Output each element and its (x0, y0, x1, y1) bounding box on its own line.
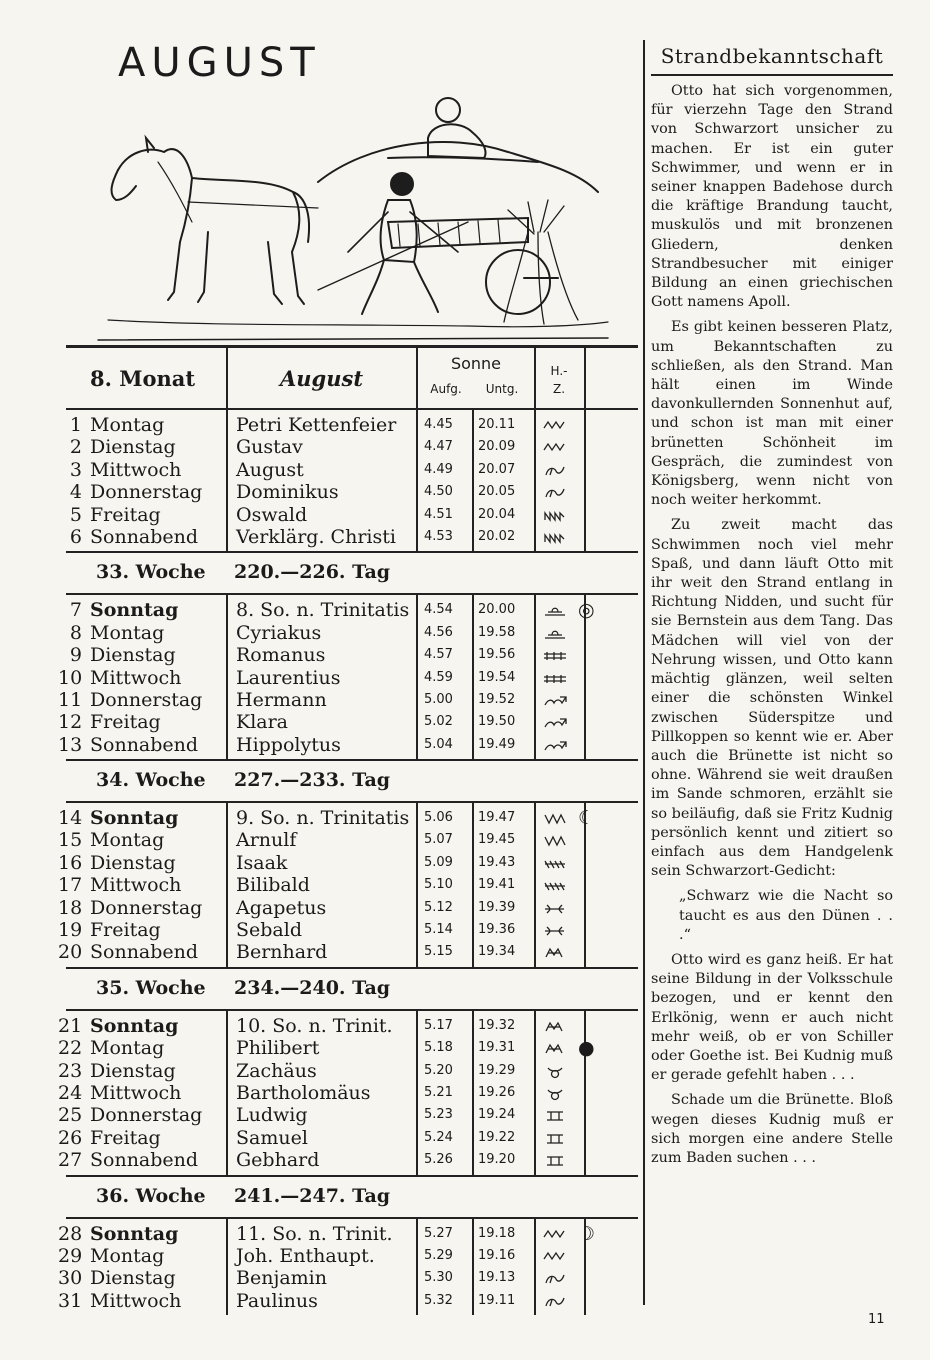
sun-label: Sonne (450, 354, 502, 373)
weekday: Montag (90, 829, 165, 852)
harvest-illustration (88, 82, 618, 344)
sunrise: 5.21 (424, 1084, 453, 1100)
saint-name: Oswald (236, 503, 308, 526)
saint-name: Bernhard (236, 941, 328, 964)
day-number: 19 (58, 919, 83, 942)
day-number: 7 (69, 599, 82, 622)
saint-name: Hippolytus (236, 733, 341, 756)
sunset: 19.54 (478, 669, 516, 685)
weekday: Sonnabend (90, 1149, 199, 1172)
week-separator (66, 551, 638, 595)
sunrise: 5.10 (424, 877, 453, 893)
day-number: 15 (58, 829, 83, 852)
week-rows (58, 1011, 638, 1175)
day-range: 241.—247. Tag (234, 1184, 391, 1207)
weekday: Donnerstag (90, 1104, 203, 1127)
day-row (58, 919, 638, 942)
weekday: Donnerstag (90, 896, 203, 919)
sunset: 19.52 (478, 691, 516, 707)
page-number: 11 (868, 1312, 885, 1327)
day-number: 1 (69, 414, 82, 436)
day-number: 17 (58, 874, 83, 897)
sagittarius-icon (542, 715, 568, 730)
sunrise: 5.15 (424, 944, 453, 960)
weekday: Donnerstag (90, 481, 203, 504)
week-rows (58, 803, 638, 967)
month-number: 8. Monat (90, 366, 196, 391)
leo-icon (542, 485, 568, 500)
sunrise: 5.27 (424, 1225, 453, 1241)
sunrise: 5.09 (424, 854, 453, 870)
capricorn-icon (542, 811, 568, 826)
day-number: 12 (58, 711, 83, 734)
sunrise: 5.24 (424, 1129, 453, 1145)
calendar-table (58, 345, 638, 1315)
sunset: 19.49 (478, 736, 516, 752)
scorpio-icon (542, 648, 568, 663)
story-rule (651, 74, 893, 76)
day-number: 25 (58, 1104, 83, 1127)
virgo-icon (542, 530, 568, 545)
saint-name: Verklärg. Christi (236, 525, 396, 548)
day-row (58, 1267, 638, 1290)
sagittarius-icon (542, 738, 568, 753)
sunset: 19.11 (478, 1292, 516, 1308)
capricorn-icon (542, 833, 568, 848)
aries-icon (542, 945, 568, 960)
day-row (58, 896, 638, 919)
story-title: Strandbekanntschaft (660, 44, 884, 68)
weekday: Dienstag (90, 1267, 176, 1290)
weekday: Mittwoch (90, 1289, 182, 1312)
gemini-icon (542, 1153, 568, 1168)
weekday: Montag (90, 1037, 165, 1060)
taurus-icon (542, 1086, 568, 1101)
saint-name: Gebhard (236, 1149, 320, 1172)
sunset: 19.43 (478, 854, 516, 870)
week-number: 33. Woche (96, 561, 206, 584)
week-rows (66, 410, 638, 551)
sunset: 20.09 (478, 439, 516, 455)
saint-name: Zachäus (236, 1059, 317, 1082)
saint-name: Laurentius (236, 666, 341, 689)
saint-name: 10. So. n. Trinit. (236, 1014, 393, 1037)
day-number: 20 (58, 941, 83, 964)
cancer-icon (542, 418, 568, 433)
weekday: Sonnabend (90, 733, 199, 756)
cancer-icon (542, 440, 568, 455)
weekday: Freitag (90, 919, 161, 942)
sunrise: 5.02 (424, 714, 453, 730)
story-paragraph: Es gibt keinen besseren Platz, um Bekanntschaften zu schließen, als den Strand. Man hält einen im Winde davonkullernden Sonnenhut auf, und schon ist man mit einer brünetten Schönheit im Gespräch, die zumindest von Königsberg, wenn nicht von noch weiter herkommt. (651, 319, 893, 509)
scorpio-icon (542, 671, 568, 686)
header-rule (226, 348, 228, 408)
sunrise: 4.45 (424, 417, 453, 432)
moon-phase-full-icon: ◎ (578, 599, 595, 622)
sunset: 19.26 (478, 1084, 516, 1100)
leo-icon (542, 1271, 568, 1286)
sunset: 19.39 (478, 899, 516, 915)
aquarius-icon (542, 878, 568, 893)
day-number: 4 (69, 481, 82, 504)
story-column (651, 44, 893, 1174)
story-paragraph: Otto hat sich vorgenommen, für vierzehn Tage den Strand von Schwarzort unsicher zu machen. Er ist ein guter Schwimmer, und wenn er in seiner knappen Badehose durch die kräftige Brandung taucht, muskulös und mit bronzenen Gliedern, denken Strandbesucher mit einiger Bildung an einen griechischen Gott namens Apoll. (651, 83, 893, 311)
day-row (66, 414, 638, 436)
sunrise: 5.12 (424, 899, 453, 915)
weekday: Montag (90, 414, 165, 436)
saint-name: 8. So. n. Trinitatis (236, 599, 410, 622)
saint-name: Dominikus (236, 481, 339, 504)
taurus-icon (542, 1064, 568, 1079)
day-row (66, 481, 638, 503)
sunset: 19.50 (478, 714, 516, 730)
day-number: 10 (58, 666, 83, 689)
saint-name: 11. So. n. Trinit. (236, 1222, 393, 1245)
day-row (58, 711, 638, 734)
moon-phase-new-icon: ● (578, 1037, 595, 1060)
day-number: 16 (58, 851, 83, 874)
sunset: 19.29 (478, 1062, 516, 1078)
day-row (58, 941, 638, 964)
pisces-icon (542, 901, 568, 916)
story-paragraph: Otto wird es ganz heiß. Er hat seine Bildung in der Volksschule bezogen, und er kennt den Erlkönig, wenn er auch nicht mehr weiß, ob er von Schiller oder Goethe ist. Bei Kudnig muß er gerade gefehlt haben . . . (651, 951, 893, 1084)
sunset: 19.18 (478, 1225, 516, 1241)
sunrise: 5.14 (424, 922, 453, 938)
saint-name: Sebald (236, 919, 302, 942)
cancer-icon (542, 1249, 568, 1264)
sunset: 19.58 (478, 624, 516, 640)
month-name: August (280, 366, 364, 391)
day-number: 23 (58, 1059, 83, 1082)
day-number: 24 (58, 1081, 83, 1104)
sunrise: 5.32 (424, 1292, 453, 1308)
saint-name: Isaak (236, 851, 288, 874)
day-number: 5 (69, 503, 82, 526)
day-number: 11 (58, 688, 83, 711)
story-body (651, 82, 893, 1168)
sunset: 19.56 (478, 647, 516, 663)
sunrise: 4.53 (424, 528, 453, 544)
day-row (58, 1037, 638, 1060)
sunset: 19.13 (478, 1270, 516, 1286)
sun-sublabels (418, 382, 534, 396)
day-row (58, 1104, 638, 1127)
moon-phase-last-icon: ☾ (578, 807, 596, 830)
sunrise: 5.17 (424, 1017, 453, 1033)
rise-label: Aufg. (430, 382, 462, 396)
sunset: 20.05 (478, 484, 516, 500)
week-separator (66, 967, 638, 1011)
weekday: Freitag (90, 1126, 161, 1149)
week-rows (58, 595, 638, 759)
aries-icon (542, 1041, 568, 1056)
header-rule (584, 348, 586, 408)
day-number: 29 (58, 1244, 83, 1267)
day-row (58, 1222, 638, 1245)
saint-name: Hermann (236, 688, 327, 711)
sunset: 19.32 (478, 1017, 516, 1033)
day-number: 22 (58, 1037, 83, 1060)
sunset: 20.11 (478, 417, 516, 432)
harvest-drawing (88, 82, 618, 344)
day-row (66, 459, 638, 481)
saint-name: Cyriakus (236, 621, 322, 644)
day-row (58, 688, 638, 711)
sunset: 20.00 (478, 602, 516, 618)
zodiac-label: H.- Z. (550, 364, 568, 396)
pisces-icon (542, 923, 568, 938)
weekday: Donnerstag (90, 688, 203, 711)
day-number: 28 (58, 1222, 83, 1245)
weekday: Sonntag (90, 1222, 179, 1245)
day-row (58, 733, 638, 756)
cancer-icon (542, 1227, 568, 1242)
day-row (58, 1014, 638, 1037)
week-number: 35. Woche (96, 976, 206, 999)
sunset: 19.24 (478, 1107, 516, 1123)
story-paragraph: „Schwarz wie die Nacht so taucht es aus den Dünen . . .“ (679, 888, 893, 943)
sunset: 20.07 (478, 461, 516, 477)
sunset: 19.16 (478, 1247, 516, 1263)
weekday: Freitag (90, 711, 161, 734)
sunset: 19.20 (478, 1152, 516, 1168)
weekday: Sonnabend (90, 941, 199, 964)
sunrise: 5.00 (424, 691, 453, 707)
day-row (58, 1244, 638, 1267)
sunset: 20.04 (478, 506, 516, 522)
saint-name: 9. So. n. Trinitatis (236, 807, 410, 830)
day-number: 6 (69, 525, 82, 548)
sunset: 19.31 (478, 1040, 516, 1056)
day-range: 234.—240. Tag (234, 976, 391, 999)
leo-icon (542, 1294, 568, 1309)
sunset: 19.36 (478, 922, 516, 938)
day-row (66, 644, 638, 666)
week-separator (66, 759, 638, 803)
day-row (58, 1289, 638, 1312)
aries-icon (542, 1019, 568, 1034)
page-title: AUGUST (118, 40, 321, 86)
day-number: 30 (58, 1267, 83, 1290)
saint-name: Benjamin (236, 1267, 327, 1290)
sunrise: 4.59 (424, 669, 453, 685)
sunrise: 4.54 (424, 602, 453, 618)
sunrise: 5.23 (424, 1107, 453, 1123)
calendar-header (66, 345, 638, 410)
story-paragraph: Zu zweit macht das Schwimmen noch viel mehr Spaß, und dann läuft Otto mit ihr weit den Strand entlang in Richtung Nidden, und sucht für sie Bernstein aus dem Tang. Das Mädchen will viel von der Nehrung wissen, und Otto kann mächtig glänzen, weil selten einer die schönsten Winkel zwischen Süderspitze und Pillkoppen so kennt wie er. Aber auch die Brünette ist nicht so ohne. Während sie weit draußen im Sande schmoren, erzählt sie so beiläufig, daß sie Fritz Kudnig persönlich kennt und zitiert so einfach aus dem Handgelenk sein Schwarzort-Gedicht: (651, 517, 893, 880)
weekday: Sonnabend (90, 525, 199, 548)
sunset: 19.41 (478, 877, 516, 893)
sunrise: 4.56 (424, 624, 453, 640)
saint-name: Bartholomäus (236, 1081, 371, 1104)
sunset: 19.22 (478, 1129, 516, 1145)
day-range: 227.—233. Tag (234, 769, 391, 792)
aquarius-icon (542, 856, 568, 871)
moon-phase-first-icon: ☽ (578, 1222, 596, 1245)
day-row (66, 622, 638, 644)
virgo-icon (542, 508, 568, 523)
sunrise: 5.30 (424, 1270, 453, 1286)
sunrise: 4.47 (424, 439, 453, 455)
sunrise: 5.04 (424, 736, 453, 752)
week-number: 34. Woche (96, 769, 206, 792)
sunrise: 5.06 (424, 810, 453, 826)
sunrise: 5.20 (424, 1062, 453, 1078)
day-row (58, 851, 638, 874)
weekday: Sonntag (90, 1014, 179, 1037)
weekday: Mittwoch (90, 666, 182, 689)
weekday: Dienstag (90, 436, 176, 459)
day-number: 27 (58, 1149, 83, 1172)
day-row (66, 526, 638, 548)
sunrise: 4.51 (424, 506, 453, 522)
day-range: 220.—226. Tag (234, 561, 391, 584)
set-label: Untg. (485, 382, 519, 396)
day-number: 13 (58, 733, 83, 756)
day-row (58, 1126, 638, 1149)
leo-icon (542, 463, 568, 478)
weekday: Freitag (90, 503, 161, 526)
saint-name: Agapetus (236, 896, 327, 919)
weekday: Dienstag (90, 644, 176, 667)
story-paragraph: Schade um die Brünette. Bloß wegen dieses Kudnig muß er sich morgen eine andere Stelle zum Baden suchen . . . (651, 1092, 893, 1166)
gemini-icon (542, 1131, 568, 1146)
week-separator (66, 1175, 638, 1219)
column-divider (643, 40, 645, 1305)
week-number: 36. Woche (96, 1184, 206, 1207)
sunset: 19.45 (478, 832, 516, 848)
sunrise: 5.26 (424, 1152, 453, 1168)
day-number: 14 (58, 807, 83, 830)
day-number: 2 (69, 436, 82, 459)
sunrise: 4.50 (424, 484, 453, 500)
weekday: Mittwoch (90, 1081, 182, 1104)
sunrise: 5.18 (424, 1040, 453, 1056)
sunset: 19.34 (478, 944, 516, 960)
day-row (66, 436, 638, 458)
sunrise: 4.49 (424, 461, 453, 477)
sunset: 19.47 (478, 810, 516, 826)
day-number: 8 (69, 621, 82, 644)
saint-name: Ludwig (236, 1104, 308, 1127)
saint-name: Samuel (236, 1126, 308, 1149)
saint-name: Klara (236, 711, 289, 734)
weekday: Dienstag (90, 1059, 176, 1082)
day-number: 18 (58, 896, 83, 919)
day-number: 26 (58, 1126, 83, 1149)
libra-icon (542, 603, 568, 618)
weekday: Montag (90, 1244, 165, 1267)
day-row (66, 504, 638, 526)
sunrise: 5.07 (424, 832, 453, 848)
day-row (58, 1059, 638, 1082)
sunrise: 5.29 (424, 1247, 453, 1263)
weekday: Montag (90, 621, 165, 644)
weekday: Mittwoch (90, 874, 182, 897)
saint-name: Joh. Enthaupt. (236, 1244, 375, 1267)
libra-icon (542, 626, 568, 641)
day-row (58, 829, 638, 852)
day-number: 31 (58, 1289, 83, 1312)
saint-name: Arnulf (236, 829, 297, 852)
day-row (58, 1149, 638, 1172)
week-rows (58, 1219, 638, 1316)
gemini-icon (542, 1108, 568, 1123)
saint-name: Paulinus (236, 1289, 318, 1312)
day-row (58, 666, 638, 689)
weekday: Sonntag (90, 807, 179, 830)
day-row (58, 874, 638, 897)
day-number: 3 (69, 458, 82, 481)
saint-name: Philibert (236, 1037, 320, 1060)
day-row (58, 1081, 638, 1104)
day-number: 21 (58, 1014, 83, 1037)
day-row (66, 599, 638, 621)
saint-name: Romanus (236, 644, 326, 667)
sunset: 20.02 (478, 528, 516, 544)
weekday: Dienstag (90, 851, 176, 874)
sagittarius-icon (542, 693, 568, 708)
weekday: Mittwoch (90, 458, 182, 481)
day-number: 9 (69, 644, 82, 667)
saint-name: Petri Kettenfeier (236, 414, 397, 436)
sunrise: 4.57 (424, 647, 453, 663)
saint-name: August (236, 458, 304, 481)
weekday: Sonntag (90, 599, 179, 622)
saint-name: Gustav (236, 436, 303, 459)
calendar-body (58, 410, 638, 1315)
day-row (58, 807, 638, 830)
saint-name: Bilibald (236, 874, 310, 897)
